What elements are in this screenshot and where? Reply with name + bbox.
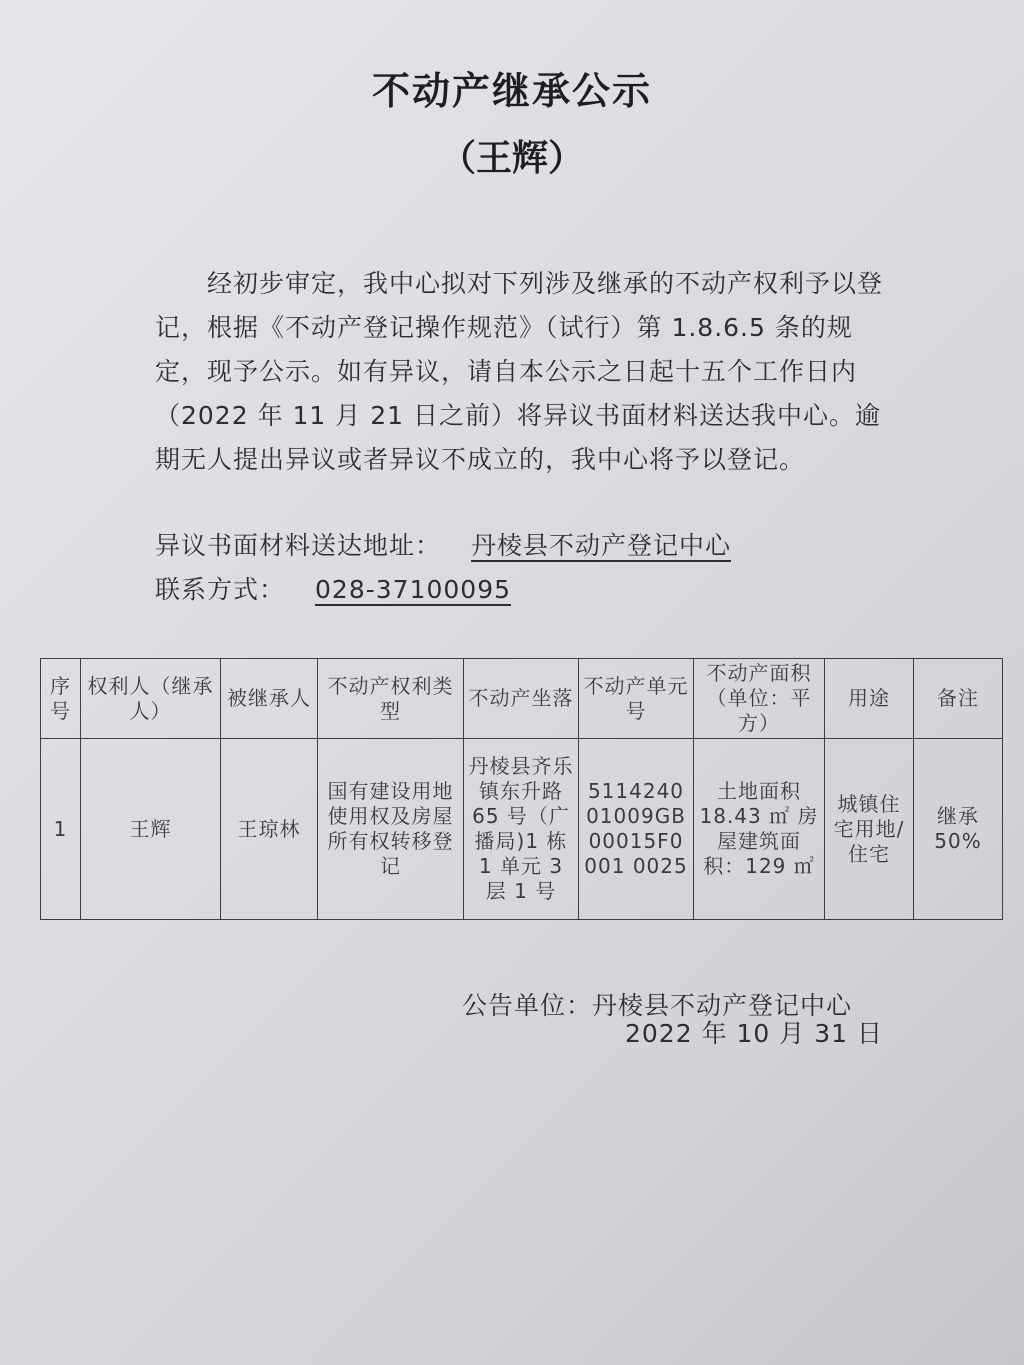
header-index: 序号: [41, 659, 81, 739]
header-area: 不动产面积（单位：平方）: [694, 659, 825, 739]
header-unit-no: 不动产单元号: [579, 659, 694, 739]
header-heir: 权利人（继承人）: [81, 659, 221, 739]
address-value: 丹棱县不动产登记中心: [471, 531, 732, 560]
cell-index: 1: [41, 739, 81, 920]
cell-right-type: 国有建设用地使用权及房屋所有权转移登记: [318, 739, 464, 920]
cell-area: 土地面积 18.43 ㎡ 房屋建筑面积：129 ㎡: [694, 739, 825, 920]
issuing-unit: 公告单位：丹棱县不动产登记中心: [462, 991, 853, 1020]
cell-unit-no: 511424001009GB00015F0001 0025: [579, 739, 694, 920]
cell-usage: 城镇住宅用地/住宅: [825, 739, 914, 920]
cell-heir: 王辉: [81, 739, 221, 920]
contact-line: [155, 570, 511, 606]
header-decedent: 被继承人: [221, 659, 318, 739]
header-location: 不动产坐落: [464, 659, 579, 739]
registration-table: [40, 658, 1003, 920]
header-right-type: 不动产权利类型: [318, 659, 464, 739]
notice-paragraph: 经初步审定，我中心拟对下列涉及继承的不动产权利予以登记，根据《不动产登记操作规范》（试行）第 1.8.6.5 条的规定，现予公示。如有异议，请自本公示之日起十五个工作日内（2022 年 11 月 21 日之前）将异议书面材料送达我中心。逾期无人提出异议或者异议不成立的，我中心将予以登记。: [155, 269, 884, 474]
header-note: 备注: [914, 659, 1003, 739]
header-usage: 用途: [825, 659, 914, 739]
contact-value: 028-37100095: [315, 575, 511, 604]
cell-decedent: 王琼林: [221, 739, 318, 920]
address-line: [155, 526, 731, 562]
contact-label: 联系方式：: [155, 575, 286, 604]
page-subtitle: （王辉）: [439, 138, 584, 179]
cell-location: 丹棱县齐乐镇东升路 65 号（广播局)1 栋 1 单元 3 层 1 号: [464, 739, 579, 920]
issue-date: 2022 年 10 月 31 日: [625, 1019, 883, 1048]
table-header-row: [41, 659, 1003, 739]
address-label: 异议书面材料送达地址：: [155, 531, 442, 560]
cell-note: 继承 50%: [914, 739, 1003, 920]
table-row: [41, 739, 1003, 920]
page-title: 不动产继承公示: [371, 69, 652, 113]
